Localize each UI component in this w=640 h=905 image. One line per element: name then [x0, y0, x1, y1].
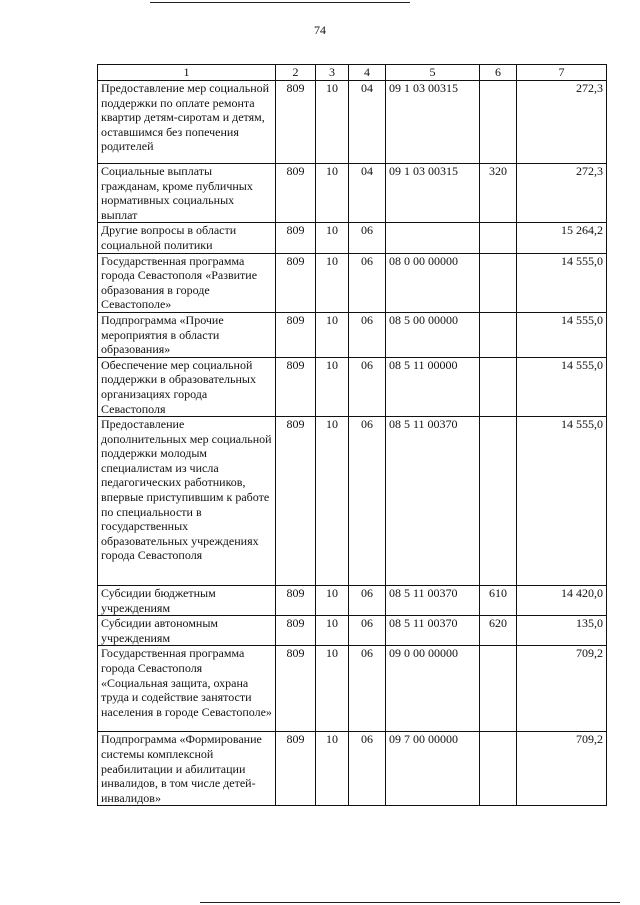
row-grbs: 809	[276, 616, 316, 646]
row-subsection: 06	[349, 586, 386, 616]
row-grbs: 809	[276, 646, 316, 732]
header-cell: 1	[98, 65, 276, 81]
row-name: Государственная программа города Севастополя «Социальная защита, охрана труда и содействие занятости населения в городе Севастополе»	[98, 646, 276, 732]
row-amount: 709,2	[517, 732, 607, 806]
row-target-article: 08 5 11 00370	[386, 586, 480, 616]
table-row	[98, 164, 607, 223]
row-target-article: 08 5 11 00370	[386, 616, 480, 646]
table-row	[98, 223, 607, 253]
row-expense-type	[480, 81, 517, 164]
table-row	[98, 312, 607, 357]
row-grbs: 809	[276, 357, 316, 416]
row-target-article: 08 5 11 00370	[386, 417, 480, 586]
header-cell: 7	[517, 65, 607, 81]
row-grbs: 809	[276, 164, 316, 223]
table-row	[98, 586, 607, 616]
row-subsection: 06	[349, 253, 386, 312]
row-amount: 15 264,2	[517, 223, 607, 253]
row-amount: 14 555,0	[517, 357, 607, 416]
row-expense-type: 320	[480, 164, 517, 223]
row-name: Государственная программа города Севастополя «Развитие образования в городе Севастополе»	[98, 253, 276, 312]
row-grbs: 809	[276, 312, 316, 357]
row-amount: 14 555,0	[517, 253, 607, 312]
row-target-article: 08 0 00 00000	[386, 253, 480, 312]
header-cell: 5	[386, 65, 480, 81]
row-amount: 135,0	[517, 616, 607, 646]
row-name: Субсидии автономным учреждениям	[98, 616, 276, 646]
row-section: 10	[316, 81, 349, 164]
row-subsection: 06	[349, 646, 386, 732]
row-grbs: 809	[276, 81, 316, 164]
bottom-rule	[200, 902, 620, 903]
row-grbs: 809	[276, 223, 316, 253]
row-grbs: 809	[276, 253, 316, 312]
page-number: 74	[314, 23, 326, 37]
row-name: Субсидии бюджетным учреждениям	[98, 586, 276, 616]
table-row	[98, 357, 607, 416]
row-subsection: 04	[349, 164, 386, 223]
row-name: Социальные выплаты гражданам, кроме публичных нормативных социальных выплат	[98, 164, 276, 223]
table-row	[98, 81, 607, 164]
table-row	[98, 732, 607, 806]
row-amount: 272,3	[517, 164, 607, 223]
row-section: 10	[316, 357, 349, 416]
row-target-article: 08 5 00 00000	[386, 312, 480, 357]
row-section: 10	[316, 312, 349, 357]
row-amount: 709,2	[517, 646, 607, 732]
row-target-article: 08 5 11 00000	[386, 357, 480, 416]
row-expense-type	[480, 646, 517, 732]
table-row	[98, 417, 607, 586]
row-expense-type	[480, 417, 517, 586]
row-expense-type	[480, 223, 517, 253]
row-target-article: 09 0 00 00000	[386, 646, 480, 732]
row-expense-type	[480, 732, 517, 806]
row-target-article: 09 7 00 00000	[386, 732, 480, 806]
row-section: 10	[316, 616, 349, 646]
row-grbs: 809	[276, 586, 316, 616]
table-row	[98, 646, 607, 732]
row-name: Другие вопросы в области социальной политики	[98, 223, 276, 253]
budget-table	[97, 64, 607, 806]
row-section: 10	[316, 164, 349, 223]
header-cell: 4	[349, 65, 386, 81]
header-cell: 3	[316, 65, 349, 81]
row-name: Подпрограмма «Формирование системы комплексной реабилитации и абилитации инвалидов, в том числе детей-инвалидов»	[98, 732, 276, 806]
row-subsection: 06	[349, 732, 386, 806]
row-section: 10	[316, 732, 349, 806]
row-amount: 14 420,0	[517, 586, 607, 616]
row-expense-type	[480, 357, 517, 416]
table-row	[98, 253, 607, 312]
row-grbs: 809	[276, 732, 316, 806]
row-grbs: 809	[276, 417, 316, 586]
top-rule	[150, 2, 410, 3]
row-name: Подпрограмма «Прочие мероприятия в области образования»	[98, 312, 276, 357]
row-subsection: 06	[349, 417, 386, 586]
row-section: 10	[316, 646, 349, 732]
row-target-article: 09 1 03 00315	[386, 164, 480, 223]
row-expense-type	[480, 253, 517, 312]
header-cell: 6	[480, 65, 517, 81]
row-name: Предоставление мер социальной поддержки по оплате ремонта квартир детям-сиротам и детям, оставшимся без попечения родителей	[98, 81, 276, 164]
row-subsection: 04	[349, 81, 386, 164]
row-section: 10	[316, 417, 349, 586]
header-cell: 2	[276, 65, 316, 81]
row-amount: 14 555,0	[517, 417, 607, 586]
row-amount: 272,3	[517, 81, 607, 164]
row-subsection: 06	[349, 616, 386, 646]
row-expense-type: 610	[480, 586, 517, 616]
row-expense-type	[480, 312, 517, 357]
row-subsection: 06	[349, 312, 386, 357]
row-amount: 14 555,0	[517, 312, 607, 357]
table-header-row	[98, 65, 607, 81]
row-section: 10	[316, 223, 349, 253]
row-expense-type: 620	[480, 616, 517, 646]
row-target-article: 09 1 03 00315	[386, 81, 480, 164]
row-subsection: 06	[349, 357, 386, 416]
table-row	[98, 616, 607, 646]
row-name: Обеспечение мер социальной поддержки в образовательных организациях города Севастополя	[98, 357, 276, 416]
row-section: 10	[316, 253, 349, 312]
row-target-article	[386, 223, 480, 253]
row-subsection: 06	[349, 223, 386, 253]
row-name: Предоставление дополнительных мер социальной поддержки молодым специалистам из числа педагогических работников, впервые приступившим к работе по специальности в государственных образовательных учреждениях города Севастополя	[98, 417, 276, 586]
row-section: 10	[316, 586, 349, 616]
